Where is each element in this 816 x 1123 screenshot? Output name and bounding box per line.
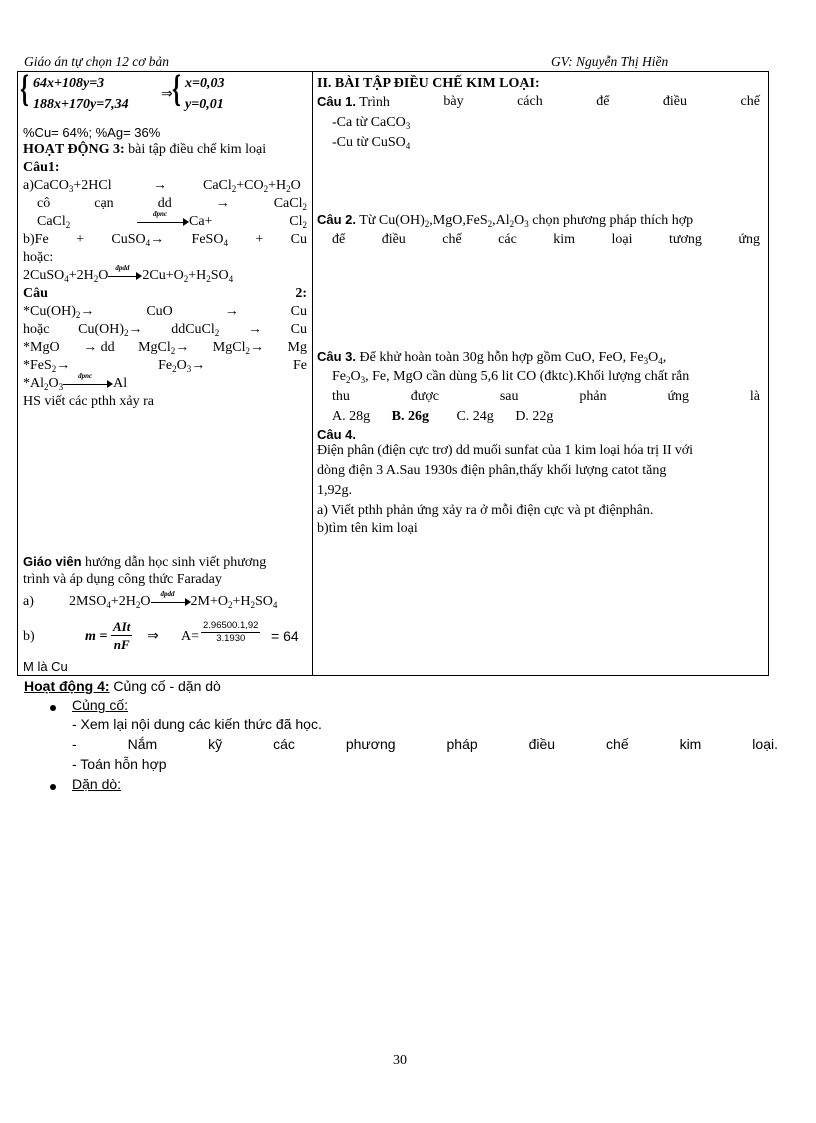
question-4-label: Câu 4. [317, 427, 357, 442]
question-1-item-a: -Ca từ CaCO$_3$ [332, 115, 411, 131]
activity4-heading: Hoạt động 4: Củng cố - dặn dò [24, 678, 221, 694]
header-teacher: GV: Nguyễn Thị Hiền [551, 54, 669, 69]
question-3-line3: thu được sau phản ứng là [332, 389, 760, 404]
question-4-line3: 1,92g. [317, 483, 352, 498]
question-4-line2: dòng điện 3 A.Sau 1930s điện phân,thấy khối lượng catot tăng [317, 463, 667, 478]
faraday-a: a) $2MSO_4+2H_2O$ đpdd $2M+O_2+H_2SO_4$ [23, 589, 278, 610]
faraday-b: b) m = $\frac{\text{AIt}}{nF}$ ⇒ A= $\frac{2.96500.1,92}{3.1930}$ = 64 [23, 619, 299, 652]
lesson-table: { 64x+108y=3 188x+170y=7,34 ⇒ { x=0,03 y=0,01 %Cu= 64%; %Ag= 36% HOẠT ĐỘNG 3: bài tập điều chế kim loại Câu1: a)CaCO$_3$+2HCl → $CaCl_2+CO_2+H_2O$ cô cạn dd → CaCl$_2$ CaCl$_2$ đpnc Ca+ $Cl_2$ b)Fe + CuSO$_4$→ FeSO$_4$ + Cu hoặc: $2CuSO_4+2H_2O$ đpdd $2Cu+O_2+H_2SO_4$ Câu 2: $*Cu(OH)_2\to$ CuO → Cu hoặc $Cu(OH)_2\to$ ddCuCl$_2$ → Cu *MgO → dd MgCl$_2$→ MgCl$_2$→ Mg *FeS$_2$→ $Fe_2O_3\to$ Fe $*Al_2O_3$ đpnc Al HS viết các pthh xảy ra Giáo viên hướng dẫn học sinh viết phương trình và áp dụng công thức Faraday a) $2MSO_4+2H_2O$ đpdd $2M+O_2+H_2SO_4$ b) m = $\frac{\text{AIt}}{nF}$ ⇒ A= $\frac{2.96500.1,92}{3.1930}$ = 64 M là Cu II. BÀI TẬP ĐIỀU CHẾ KIM LOẠI: Câu 1. Trình bày cách để điều chế -Ca từ CaCO$_3$ -Cu từ CuSO$_4$ Câu 2. Từ $Cu(OH)_2,MgO,FeS_2,Al_2O_3$ chọn phương pháp thích hợp để điều chế các kim loại tương ứng Câu 3. Để khử hoàn toàn 30g hỗn hợp gồm CuO, FeO, $Fe_3O_4$, $Fe_2O_3$, Fe, MgO cần dùng 5,6 lit CO (đktc).Khối lượng chất rắn thu được sau phản ứng là A. 28g B. 26g C. 24g D. 22g Câu 4. Điện phân (điện cực trơ) dd muối sunfat của 1 kim loại hóa trị II với dòng điện 3 A.Sau 1930s điện phân,thấy khối lượng catot tăng 1,92g. a) Viết pthh phản ứng xảy ra ở mỗi điện cực và pt điệnphân. b)tìm tên kim loại [17, 71, 769, 676]
question-4-line4: a) Viết pthh phản ứng xảy ra ở mỗi điện cực và pt điệnphân. [317, 503, 654, 518]
question-1-item-b: -Cu từ CuSO$_4$ [332, 135, 411, 151]
question-4-line1: Điện phân (điện cực trơ) dd muối sunfat của 1 kim loại hóa trị II với [317, 443, 693, 458]
question-2-cont: để điều chế các kim loại tương ứng [332, 232, 760, 247]
homework-label: Dặn dò: [72, 776, 122, 792]
column-divider [312, 72, 313, 675]
bullet-dot [50, 784, 56, 790]
question-4-line5: b)tìm tên kim loại [317, 521, 418, 536]
consolidation-item-2: - Nắm kỹ các phương pháp điều chế kim loại. [72, 736, 778, 752]
reaction-electrolysis-cacl2: CaCl$_2$ đpnc Ca+ $Cl_2$ [37, 209, 307, 230]
question-1: Câu 1. Trình bày cách để điều chế [317, 94, 760, 110]
question-2: Câu 2. Từ $Cu(OH)_2,MgO,FeS_2,Al_2O_3$ chọn phương pháp thích hợp [317, 212, 694, 229]
reaction-cuoh2-alt: hoặc $Cu(OH)_2\to$ ddCuCl$_2$ → Cu [23, 322, 307, 338]
consolidation-item-1: - Xem lại nội dung các kiến thức đã học. [72, 716, 322, 732]
reaction-fe-cuso4: b)Fe + CuSO$_4$→ FeSO$_4$ + Cu [23, 232, 307, 248]
consolidation-item-3: - Toán hỗn hợp [72, 756, 167, 772]
section-title: II. BÀI TẬP ĐIỀU CHẾ KIM LOẠI: [317, 76, 540, 91]
reaction-fes2: *FeS$_2$→ $Fe_2O_3\to$ Fe [23, 358, 307, 374]
question-3-line2: $Fe_2O_3$, Fe, MgO cần dùng 5,6 lit CO (đktc).Khối lượng chất rắn [332, 369, 690, 385]
reaction-caco3: a)CaCO$_3$+2HCl → $CaCl_2+CO_2+H_2O$ [23, 178, 301, 194]
cau2-label: Câu 2: [23, 286, 307, 301]
teacher-guidance-2: trình và áp dụng công thức Faraday [23, 572, 222, 587]
reaction-electrolysis-cuso4: $2CuSO_4+2H_2O$ đpdd $2Cu+O_2+H_2SO_4$ [23, 263, 234, 284]
reaction-mgo: *MgO → dd MgCl$_2$→ MgCl$_2$→ Mg [23, 340, 307, 356]
consolidation-label: Củng cố: [72, 697, 129, 713]
activity3-heading: HOẠT ĐỘNG 3: bài tập điều chế kim loại [23, 142, 267, 157]
cau1-label: Câu1: [23, 160, 60, 175]
percent-result: %Cu= 64%; %Ag= 36% [23, 125, 161, 140]
teacher-guidance: Giáo viên hướng dẫn học sinh viết phương [23, 554, 267, 570]
metal-result: M là Cu [23, 659, 68, 674]
or-text: hoặc: [23, 250, 54, 265]
hs-note: HS viết các pthh xảy ra [23, 394, 155, 409]
reaction-cuoh2: $*Cu(OH)_2\to$ CuO → Cu [23, 304, 307, 320]
reaction-evaporate: cô cạn dd → CaCl$_2$ [37, 196, 307, 212]
question-3: Câu 3. Để khử hoàn toàn 30g hỗn hợp gồm CuO, FeO, $Fe_3O_4$, [317, 349, 667, 366]
page-header [24, 54, 770, 70]
question-3-options: A. 28g B. 26g C. 24g D. 22g [332, 409, 554, 424]
reaction-al2o3: $*Al_2O_3$ đpnc Al [23, 371, 128, 392]
bullet-dot [50, 705, 56, 711]
header-course: Giáo án tự chọn 12 cơ bản [24, 54, 170, 69]
page-number: 30 [393, 1053, 407, 1068]
